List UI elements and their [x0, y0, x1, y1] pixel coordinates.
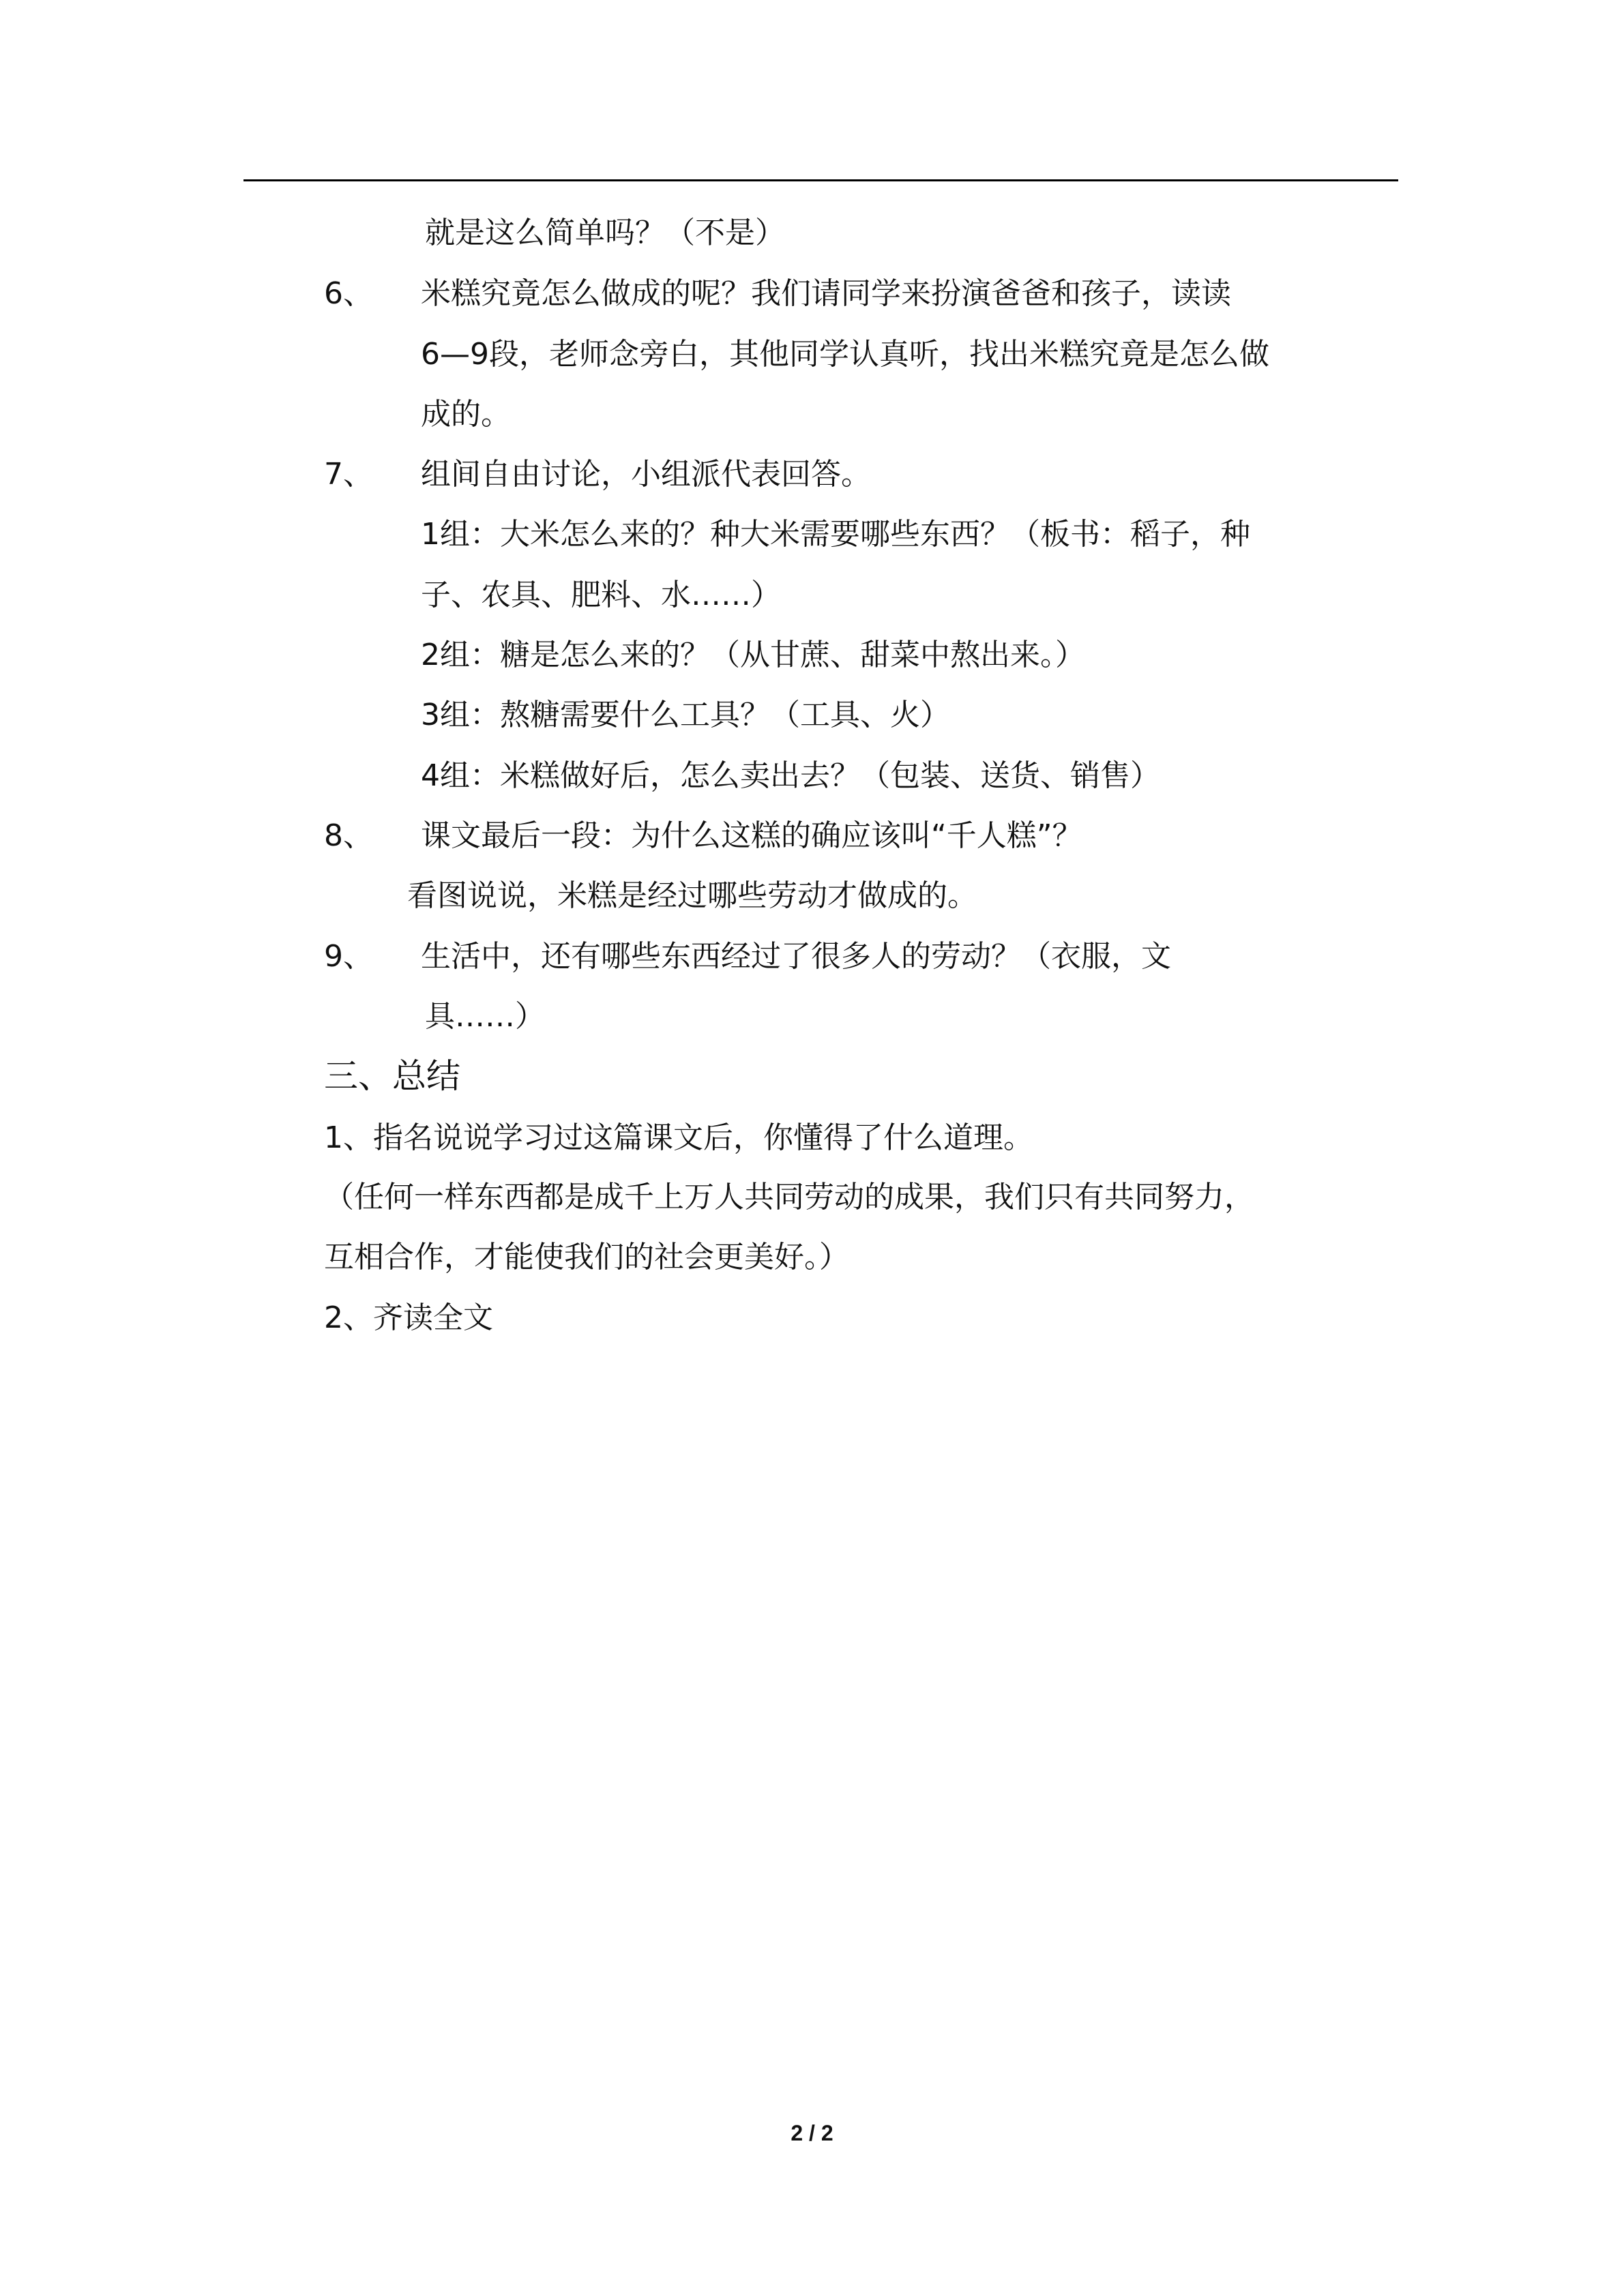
group-1-line-2: 子、农具、肥料、水……） [421, 578, 781, 612]
item-6-line-3: 成的。 [421, 397, 511, 432]
group-2-line: 2组：糖是怎么来的？（从甘蔗、甜菜中熬出来。） [421, 638, 1085, 672]
item-8-line-2: 看图说说，米糕是经过哪些劳动才做成的。 [407, 878, 977, 913]
summary-line-4: 2、齐读全文 [324, 1300, 493, 1335]
item-number-6: 6、 [324, 276, 373, 311]
text-line: 就是这么简单吗？（不是） [425, 215, 785, 250]
item-9-line-1: 生活中，还有哪些东西经过了很多人的劳动？（衣服，文 [421, 939, 1171, 974]
group-1-line-1: 1组：大米怎么来的？种大米需要哪些东西？（板书：稻子，种 [421, 517, 1250, 552]
item-8-line-1: 课文最后一段：为什么这糕的确应该叫“千人糕”？ [421, 818, 1082, 853]
header-rule [243, 179, 1398, 181]
item-number-7: 7、 [324, 457, 373, 492]
group-4-line: 4组：米糕做好后，怎么卖出去？（包装、送货、销售） [421, 758, 1160, 793]
summary-line-3: 互相合作，才能使我们的社会更美好。） [324, 1240, 849, 1274]
item-number-9: 9、 [324, 939, 373, 974]
group-3-line: 3组：熬糖需要什么工具？（工具、火） [421, 698, 950, 732]
item-9-line-2: 具……） [425, 999, 545, 1034]
section-heading-summary: 三、总结 [324, 1056, 460, 1096]
item-6-line-1: 米糕究竟怎么做成的呢？我们请同学来扮演爸爸和孩子，读读 [421, 276, 1231, 311]
item-7-line-1: 组间自由讨论，小组派代表回答。 [421, 457, 871, 492]
summary-line-1: 1、指名说说学习过这篇课文后，你懂得了什么道理。 [324, 1120, 1033, 1155]
item-number-8: 8、 [324, 818, 373, 853]
page-number: 2 / 2 [791, 2121, 833, 2145]
item-6-line-2: 6—9段，老师念旁白，其他同学认真听，找出米糕究竟是怎么做 [421, 337, 1269, 372]
summary-line-2: （任何一样东西都是成千上万人共同劳动的成果，我们只有共同努力， [324, 1180, 1254, 1214]
